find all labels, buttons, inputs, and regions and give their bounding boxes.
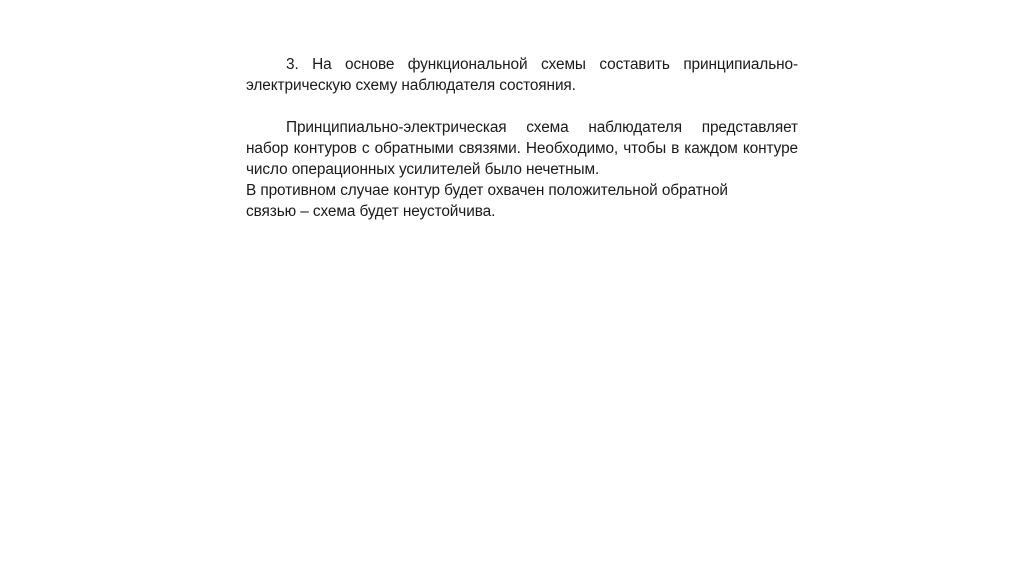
description-paragraph: Принципиально-электрическая схема наблюдателя представляет набор контуров с обратными связями. Необходимо, чтобы в каждом контуре число операционных усилителей было нечетным. <box>246 119 798 178</box>
paragraph-spacer <box>246 96 798 117</box>
warning-line-1: В противном случае контур будет охвачен положительной обратной <box>246 182 728 199</box>
slide-text-block <box>246 54 798 222</box>
task-paragraph: 3. На основе функциональной схемы составить принципиально-электрическую схему наблюдателя состояния. <box>246 56 798 94</box>
warning-line-2: связью – схема будет неустойчива. <box>246 203 496 220</box>
